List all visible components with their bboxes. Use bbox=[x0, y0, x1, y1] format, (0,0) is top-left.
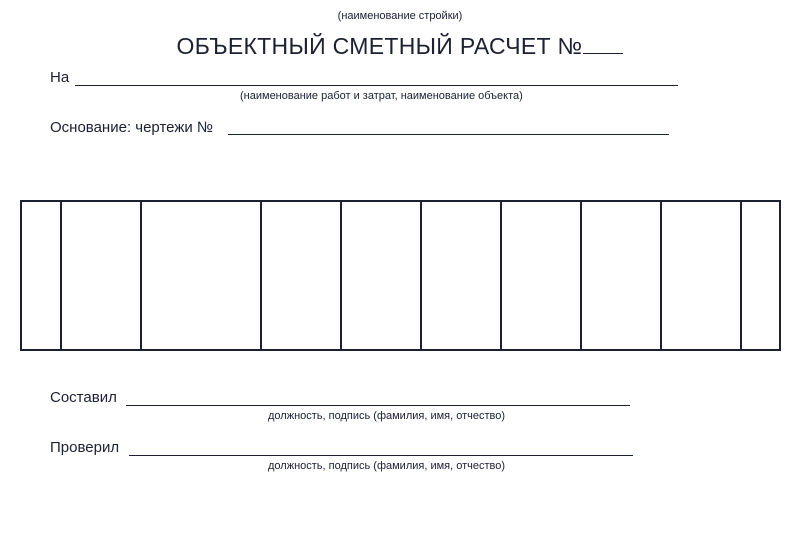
construction-caption: (наименование стройки) bbox=[337, 10, 463, 22]
table-column bbox=[662, 202, 742, 349]
object-name-field[interactable] bbox=[75, 85, 678, 86]
table-column bbox=[22, 202, 62, 349]
estimate-table bbox=[20, 200, 781, 351]
checked-by-caption: должность, подпись (фамилия, имя, отчество) bbox=[268, 460, 506, 472]
drawings-number-field[interactable] bbox=[228, 134, 669, 135]
table-column bbox=[582, 202, 662, 349]
table-column bbox=[742, 202, 779, 349]
table-column bbox=[262, 202, 342, 349]
compiled-by-caption: должность, подпись (фамилия, имя, отчество) bbox=[268, 410, 506, 422]
compiled-by-field[interactable] bbox=[126, 405, 630, 406]
table-column bbox=[142, 202, 262, 349]
checked-by-field[interactable] bbox=[129, 455, 633, 456]
compiled-by-label: Составил bbox=[50, 389, 117, 406]
table-column bbox=[422, 202, 502, 349]
page-title-text: ОБЪЕКТНЫЙ СМЕТНЫЙ РАСЧЕТ № bbox=[176, 33, 583, 59]
object-label: На bbox=[50, 69, 70, 86]
table-column bbox=[502, 202, 582, 349]
table-column bbox=[342, 202, 422, 349]
page-title bbox=[0, 33, 800, 60]
object-caption: (наименование работ и затрат, наименование объекта) bbox=[240, 90, 523, 102]
checked-by-label: Проверил bbox=[50, 439, 120, 456]
estimate-number-field[interactable] bbox=[583, 34, 623, 54]
basis-label: Основание: чертежи № bbox=[50, 119, 213, 136]
table-column bbox=[62, 202, 142, 349]
